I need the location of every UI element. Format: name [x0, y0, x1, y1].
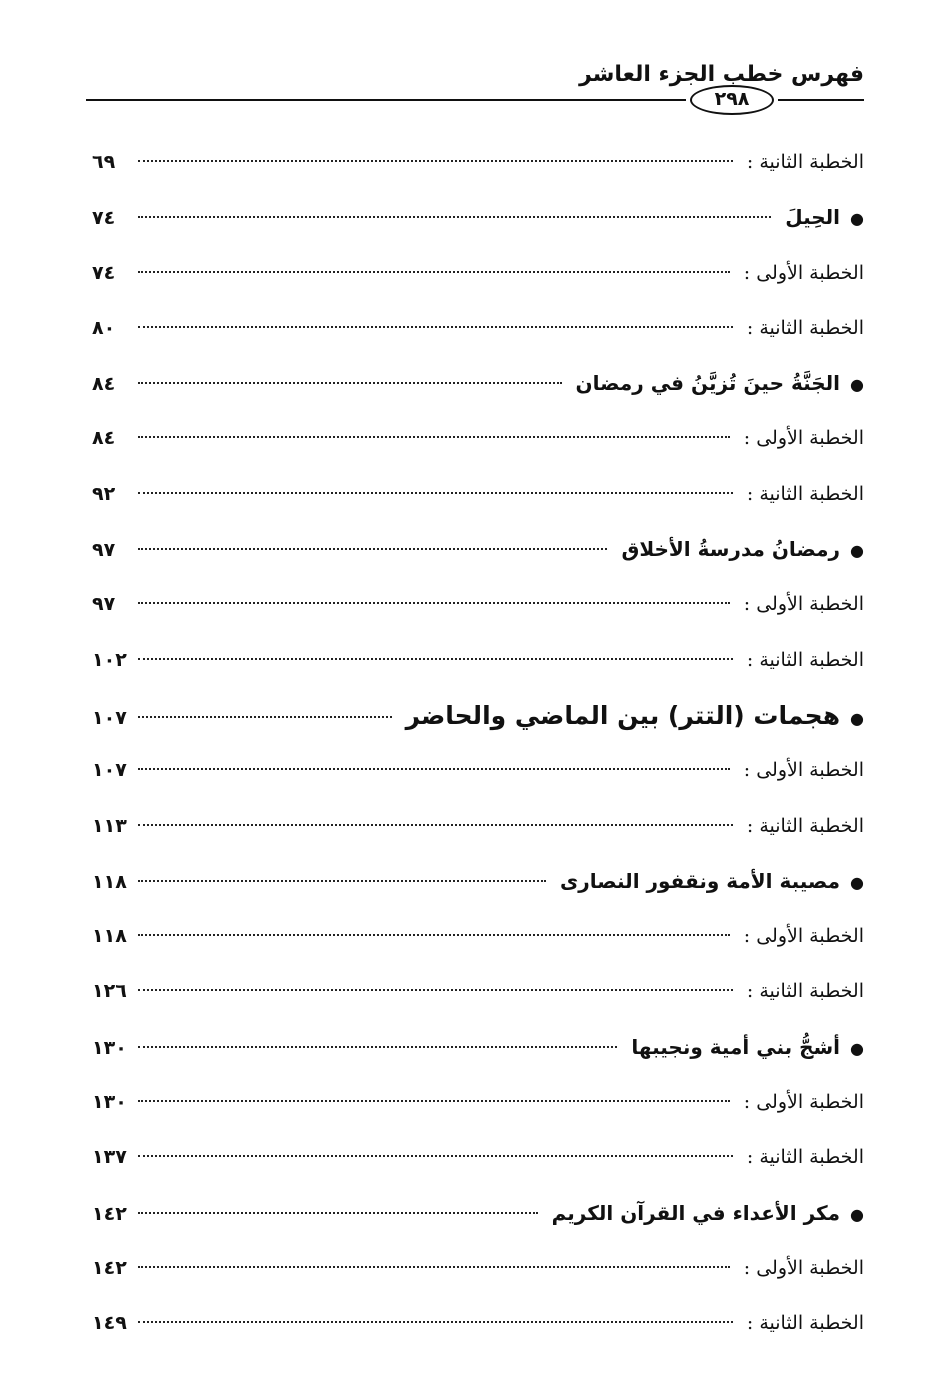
dot-leader [138, 436, 730, 438]
toc-entry-title: الحِيلَ [785, 205, 841, 230]
toc-page-number: ٨٤ [92, 427, 116, 450]
dot-leader [138, 1100, 730, 1102]
dot-leader [138, 1046, 617, 1048]
bullet-icon: ● [850, 209, 864, 229]
toc-topic-row [92, 522, 864, 577]
dot-leader [138, 934, 730, 936]
running-header-title: فهرس خطب الجزء العاشر [579, 62, 864, 87]
toc-page-number: ١١٣ [92, 814, 127, 837]
dot-leader [138, 548, 607, 550]
toc-entry-title: الخطبة الأولى : [743, 925, 864, 948]
toc-page-number: ١٣٧ [92, 1146, 127, 1169]
toc-page-number: ٨٠ [92, 316, 116, 339]
dot-leader [138, 1155, 733, 1157]
bullet-icon: ● [850, 1204, 864, 1224]
toc-entry-title: الخطبة الأولى : [743, 427, 864, 450]
toc-entry-title: رمضانُ مدرسةُ الأخلاق [621, 537, 841, 562]
dot-leader [138, 382, 562, 384]
toc-page-number: ٧٤ [92, 207, 116, 230]
dot-leader [138, 492, 733, 494]
toc-subentry-row [92, 301, 864, 356]
toc-topic-row [92, 1186, 864, 1241]
toc-entry-title: الخطبة الثانية : [746, 814, 864, 837]
toc-entry-title: الخطبة الأولى : [743, 261, 864, 284]
toc-subentry-row [92, 799, 864, 854]
toc-entry-title: أشجُّ بني أمية ونجيبها [631, 1034, 841, 1059]
toc-topic-row [92, 688, 864, 743]
toc-subentry-row [92, 135, 864, 190]
toc-page-number: ١٠٧ [92, 759, 127, 782]
toc-entry-title: الجَنَّةُ حينَ تُزيَّنُ في رمضان [575, 371, 841, 396]
toc-entry-title: الخطبة الثانية : [746, 1312, 864, 1335]
toc-entry-title: الخطبة الأولى : [743, 1091, 864, 1114]
toc-page-number: ٦٩ [92, 151, 116, 173]
dot-leader [138, 602, 730, 604]
toc-topic-row [92, 854, 864, 909]
header-rule [778, 99, 864, 101]
toc-entry-title: هجمات (التتر) بين الماضي والحاضر [405, 700, 841, 730]
toc-page-number: ١٠٢ [92, 648, 127, 671]
bullet-icon: ● [850, 872, 864, 892]
dot-leader [138, 160, 733, 162]
toc-page-number: ١٤٢ [92, 1256, 127, 1279]
header-rule [86, 99, 686, 101]
dot-leader [138, 989, 733, 991]
toc-page-number: ١٠٧ [92, 706, 127, 729]
dot-leader [138, 1212, 538, 1214]
toc-entry-title: مصيبة الأمة ونقفور النصارى [559, 868, 841, 893]
dot-leader [138, 1266, 730, 1268]
dot-leader [138, 326, 733, 328]
toc-page-number: ١١٨ [92, 925, 127, 948]
table-of-contents [92, 135, 864, 1352]
toc-entry-title: الخطبة الثانية : [746, 316, 864, 339]
bullet-icon: ● [850, 708, 864, 728]
toc-page-number: ١٤٢ [92, 1202, 127, 1225]
toc-entry-title: الخطبة الثانية : [746, 648, 864, 671]
dot-leader [138, 216, 771, 218]
bullet-icon: ● [850, 541, 864, 561]
dot-leader [138, 716, 392, 718]
toc-page-number: ١٣٠ [92, 1091, 127, 1114]
toc-page-number: ١١٨ [92, 870, 127, 893]
toc-subentry-row [92, 246, 864, 301]
toc-entry-title: الخطبة الأولى : [743, 1256, 864, 1279]
bullet-icon: ● [850, 375, 864, 395]
page-number-badge: ٢٩٨ [690, 85, 774, 115]
dot-leader [138, 768, 730, 770]
toc-entry-title: الخطبة الثانية : [746, 1146, 864, 1169]
toc-topic-row [92, 356, 864, 411]
dot-leader [138, 880, 546, 882]
toc-subentry-row [92, 411, 864, 466]
toc-topic-row [92, 1020, 864, 1075]
toc-page-number: ١٢٦ [92, 980, 127, 1003]
bullet-icon: ● [850, 1038, 864, 1058]
page-header [86, 54, 864, 124]
dot-leader [138, 271, 730, 273]
toc-entry-title: الخطبة الثانية : [746, 482, 864, 505]
toc-entry-title: مكر الأعداء في القرآن الكريم [551, 1200, 841, 1225]
toc-subentry-row [92, 743, 864, 798]
dot-leader [138, 824, 733, 826]
toc-page-number: ١٣٠ [92, 1036, 127, 1059]
toc-page-number: ٩٧ [92, 593, 116, 616]
toc-subentry-row [92, 577, 864, 632]
toc-subentry-row [92, 964, 864, 1019]
toc-topic-row [92, 190, 864, 245]
toc-page-number: ١٤٩ [92, 1312, 127, 1335]
toc-entry-title: الخطبة الثانية : [746, 980, 864, 1003]
toc-subentry-row [92, 1130, 864, 1185]
toc-page-number: ٧٤ [92, 261, 116, 284]
toc-entry-title: الخطبة الأولى : [743, 759, 864, 782]
toc-subentry-row [92, 1296, 864, 1351]
dot-leader [138, 1321, 733, 1323]
toc-page-number: ٩٢ [92, 482, 116, 505]
toc-subentry-row [92, 1075, 864, 1130]
toc-page-number: ٩٧ [92, 539, 116, 562]
toc-subentry-row [92, 909, 864, 964]
toc-subentry-row [92, 467, 864, 522]
toc-subentry-row [92, 633, 864, 688]
toc-page-number: ٨٤ [92, 373, 116, 396]
toc-entry-title: الخطبة الثانية : [746, 151, 864, 173]
toc-entry-title: الخطبة الأولى : [743, 593, 864, 616]
dot-leader [138, 658, 733, 660]
toc-subentry-row [92, 1241, 864, 1296]
